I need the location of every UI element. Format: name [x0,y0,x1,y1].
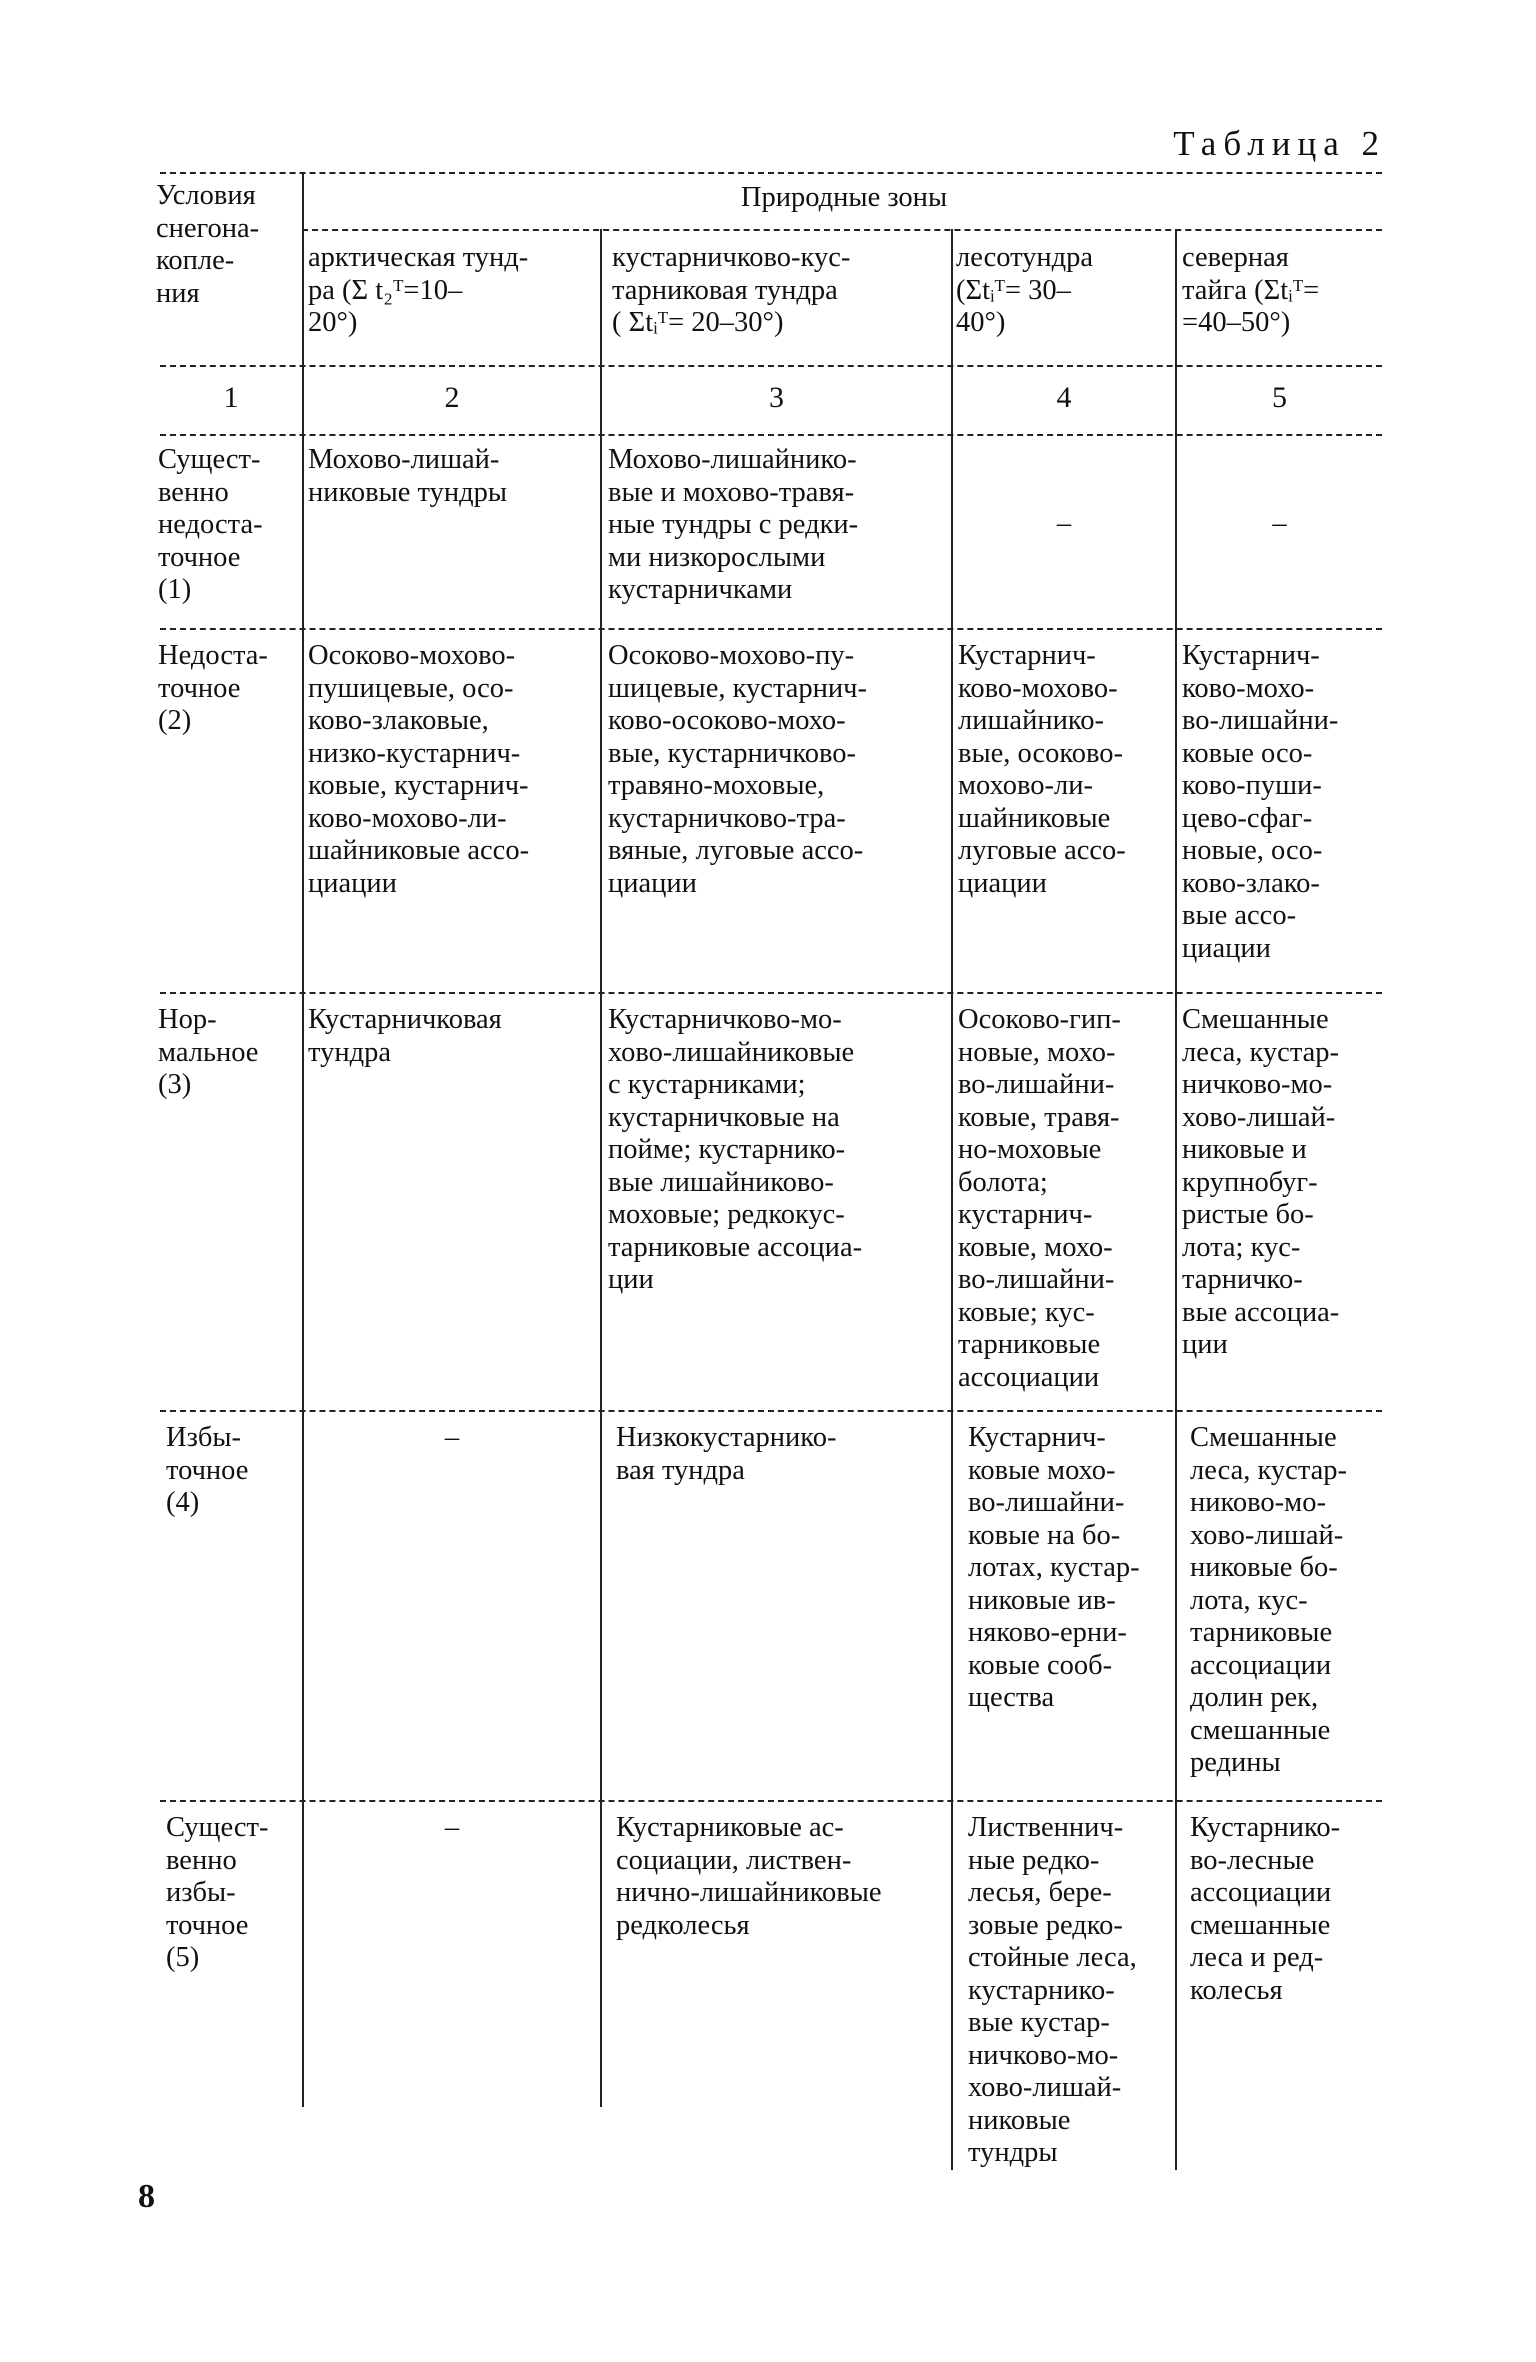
rule-row-3 [160,1410,1382,1412]
col-number-4: 4 [1056,381,1072,414]
table-caption: Таблица 2 [1173,124,1386,163]
row-4-shrub: Низкокустарнико- вая тундра [616,1422,837,1486]
natural-zones-table [150,172,1384,2170]
header-forest-tundra: лесотундра (Σtᵢᵀ= 30– 40°) [956,242,1094,338]
rule-col-2 [600,229,602,2107]
rule-top [160,172,1382,174]
row-2-taiga: Кустарнич- ково-мохо- во-лишайни- ковые осо- ково-пуши- цево-сфаг- новые, осо- ково-злако- вые ассо- циации [1182,640,1339,964]
row-3-shrub: Кустарничково-мо- хово-лишайниковые с кустарниками; кустарничковые на пойме; кустарнико- вые лишайниково- моховые; редкокус- тарниковые ассоциа- ции [608,1004,863,1295]
rule-header-bottom [160,365,1382,367]
row-4-arctic: – [444,1422,460,1453]
row-5-condition: Сущест- венно избы- точное (5) [166,1812,269,1973]
row-3-forest-tundra: Осоково-гип- новые, мохо- во-лишайни- ковые, травя- но-моховые болота; кустарнич- ковые, мохо- во-лишайни- ковые; кус- тарниковые ассоциации [958,1004,1121,1393]
row-1-forest-tundra: – [1056,508,1072,539]
row-3-condition: Нор- мальное (3) [158,1004,259,1100]
row-5-arctic: – [444,1812,460,1843]
row-5-shrub: Кустарниковые ас- социации, листвен- нично-лишайниковые редколесья [616,1812,882,1941]
row-1-condition: Сущест- венно недоста- точное (1) [158,444,263,605]
row-1-arctic: Мохово-лишай- никовые тундры [308,444,508,508]
row-4-taiga: Смешанные леса, кустар- никово-мо- хово-лишай- никовые бо- лота, кус- тарниковые ассоциации долин рек, смешанные редины [1190,1422,1348,1778]
row-1-shrub: Мохово-лишайнико- вые и мохово-травя- ные тундры с редки- ми низкорослыми кустарничками [608,444,859,605]
header-zones: Природные зоны [740,182,948,213]
header-northern-taiga: северная тайга (Σtᵢᵀ= =40–50°) [1182,242,1320,338]
row-2-arctic: Осоково-мохово- пушицевые, осо- ково-злаковые, низко-кустарнич- ковые, кустарнич- ково-мохово-ли- шайниковые ассо- циации [308,640,530,899]
rule-numbers-bottom [160,434,1382,436]
col-number-1: 1 [223,381,239,414]
header-shrub-tundra: кустарничково-кус- тарниковая тундра ( Σtᵢᵀ= 20–30°) [612,242,851,338]
col-number-2: 2 [444,381,460,414]
rule-zones [302,229,1382,231]
row-2-shrub: Осоково-мохово-пу- шицевые, кустарнич- ково-осоково-мохо- вые, кустарничково- травяно-моховые, кустарничково-тра- вяные, луговые ассо- циации [608,640,867,899]
row-4-condition: Избы- точное (4) [166,1422,249,1518]
row-5-forest-tundra: Лиственнич- ные редко- лесья, бере- зовые редко- стойные леса, кустарнико- вые кустар- ничково-мо- хово-лишай- никовые тундры [968,1812,1137,2168]
header-arctic-tundra: арктическая тунд- ра (Σ t₂ᵀ=10– 20°) [308,242,529,338]
header-conditions: Условия снегона- копле- ния [156,180,260,309]
rule-row-1 [160,628,1382,630]
col-number-5: 5 [1272,381,1287,414]
row-1-taiga: – [1272,508,1287,539]
row-4-forest-tundra: Кустарнич- ковые мохо- во-лишайни- ковые на бо- лотах, кустар- никовые ив- няково-ерни- ковые сооб- щества [968,1422,1140,1713]
row-3-arctic: Кустарничковая тундра [308,1004,502,1068]
row-3-taiga: Смешанные леса, кустар- ничково-мо- хово-лишай- никовые и крупнобуг- ристые бо- лота; кус- тарничко- вые ассоциа- ции [1182,1004,1340,1360]
rule-row-4 [160,1800,1382,1802]
page-number: 8 [138,2178,155,2215]
row-5-taiga: Кустарнико- во-лесные ассоциации смешанные леса и ред- колесья [1190,1812,1341,2006]
row-2-condition: Недоста- точное (2) [158,640,268,736]
col-number-3: 3 [769,381,784,414]
row-2-forest-tundra: Кустарнич- ково-мохово- лишайнико- вые, осоково- мохово-ли- шайниковые луговые ассо- циации [958,640,1126,899]
rule-row-2 [160,992,1382,994]
